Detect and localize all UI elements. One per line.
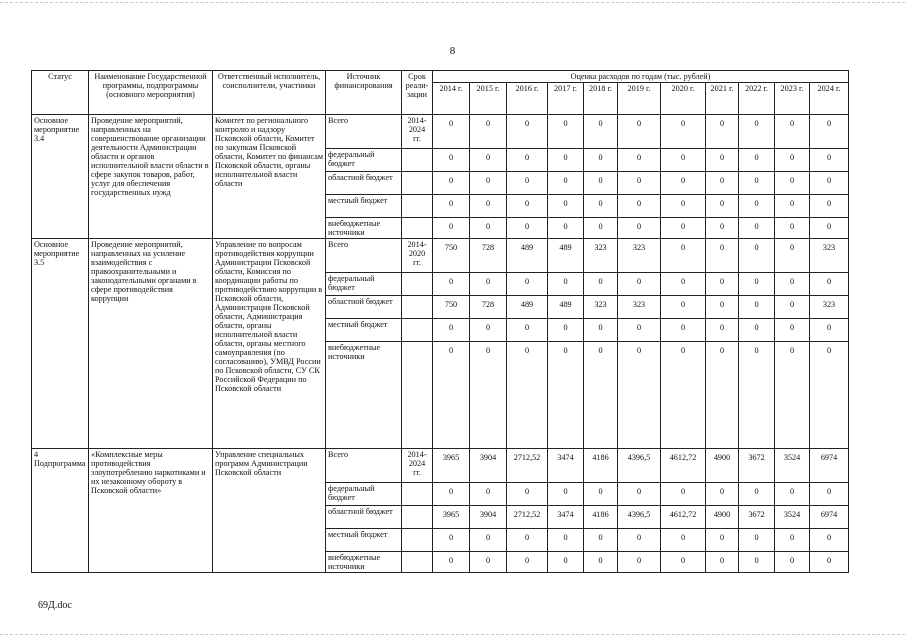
page-number: 8 — [449, 45, 456, 57]
value-cell: 0 — [433, 273, 470, 296]
table-row — [32, 449, 849, 483]
value-cell: 0 — [584, 172, 618, 195]
header-year: 2015 г. — [470, 83, 507, 115]
responsible-cell: Комитет по регионального контролю и надзору Псковской области, Комитет по закупкам Псковской области, Комитет по финансам Псковской области, органы исполнительной власти области — [213, 115, 326, 239]
value-cell: 0 — [739, 319, 775, 342]
status-cell: 4 Подпрограмма — [32, 449, 89, 573]
value-cell: 0 — [739, 483, 775, 506]
value-cell: 0 — [433, 149, 470, 172]
source-cell: Всего — [326, 449, 402, 483]
value-cell: 0 — [618, 273, 661, 296]
value-cell: 0 — [433, 552, 470, 573]
value-cell: 0 — [548, 149, 584, 172]
value-cell: 3474 — [548, 449, 584, 483]
value-cell: 0 — [810, 172, 849, 195]
value-cell: 0 — [618, 172, 661, 195]
value-cell: 0 — [810, 342, 849, 449]
value-cell: 0 — [810, 218, 849, 239]
value-cell: 0 — [739, 172, 775, 195]
value-cell: 0 — [739, 195, 775, 218]
value-cell: 728 — [470, 296, 507, 319]
value-cell: 3524 — [775, 506, 810, 529]
value-cell: 0 — [433, 218, 470, 239]
responsible-cell: Управление специальных программ Администрации Псковской области — [213, 449, 326, 573]
value-cell: 0 — [433, 319, 470, 342]
value-cell: 0 — [507, 319, 548, 342]
source-cell: местный бюджет — [326, 319, 402, 342]
value-cell: 0 — [507, 483, 548, 506]
value-cell: 0 — [775, 218, 810, 239]
value-cell: 0 — [706, 273, 739, 296]
value-cell: 0 — [548, 273, 584, 296]
value-cell: 0 — [584, 195, 618, 218]
value-cell: 0 — [810, 319, 849, 342]
name-cell: Проведение мероприятий, направленных на усиление взаимодействия с правоохранительными и законодательными органами в сфере противодействия коррупции — [89, 239, 213, 449]
value-cell: 0 — [775, 239, 810, 273]
source-cell: внебюджетные источники — [326, 552, 402, 573]
value-cell: 0 — [548, 115, 584, 149]
value-cell: 0 — [618, 529, 661, 552]
value-cell: 0 — [661, 273, 706, 296]
term-cell: 2014-2024 гг. — [402, 115, 433, 149]
value-cell: 0 — [810, 195, 849, 218]
value-cell: 489 — [507, 239, 548, 273]
term-cell: 2014-2020 гг. — [402, 239, 433, 273]
value-cell: 0 — [470, 172, 507, 195]
value-cell: 0 — [775, 149, 810, 172]
source-cell: областной бюджет — [326, 296, 402, 319]
header-year: 2016 г. — [507, 83, 548, 115]
value-cell: 3965 — [433, 449, 470, 483]
value-cell: 0 — [548, 172, 584, 195]
responsible-cell: Управление по вопросам противодействия коррупции Администрации Псковской области, Комиссия по координации работы по противодействию коррупции в Псковской области, Администрация Псковской области, Администрация области, органы исполнительной власти области, органы местного самоуправления (по согласованию), УМВД России по Псковской области, СУ СК Российской Федерации по Псковской области — [213, 239, 326, 449]
value-cell: 750 — [433, 296, 470, 319]
header-source: Источник финансирования — [326, 71, 402, 115]
term-cell — [402, 506, 433, 529]
value-cell: 489 — [507, 296, 548, 319]
value-cell: 0 — [775, 483, 810, 506]
value-cell: 0 — [775, 319, 810, 342]
term-cell — [402, 529, 433, 552]
value-cell: 3904 — [470, 506, 507, 529]
value-cell: 0 — [706, 483, 739, 506]
value-cell: 0 — [470, 195, 507, 218]
source-cell: Всего — [326, 115, 402, 149]
value-cell: 3965 — [433, 506, 470, 529]
value-cell: 0 — [739, 342, 775, 449]
value-cell: 0 — [706, 319, 739, 342]
value-cell: 0 — [548, 483, 584, 506]
value-cell: 323 — [810, 296, 849, 319]
term-cell — [402, 149, 433, 172]
value-cell: 0 — [661, 115, 706, 149]
value-cell: 3672 — [739, 449, 775, 483]
value-cell: 0 — [618, 218, 661, 239]
header-year: 2017 г. — [548, 83, 584, 115]
term-cell — [402, 296, 433, 319]
value-cell: 0 — [548, 218, 584, 239]
value-cell: 0 — [584, 342, 618, 449]
value-cell: 0 — [470, 552, 507, 573]
value-cell: 0 — [661, 172, 706, 195]
header-year: 2021 г. — [706, 83, 739, 115]
header-responsible: Ответственный исполнитель, соисполнители, участники — [213, 71, 326, 115]
table-row — [32, 239, 849, 273]
value-cell: 0 — [548, 529, 584, 552]
value-cell: 0 — [618, 483, 661, 506]
header-term: Срок реали-зации — [402, 71, 433, 115]
value-cell: 0 — [507, 529, 548, 552]
value-cell: 0 — [706, 195, 739, 218]
value-cell: 0 — [661, 529, 706, 552]
value-cell: 0 — [433, 342, 470, 449]
value-cell: 0 — [706, 218, 739, 239]
value-cell: 4612,72 — [661, 506, 706, 529]
value-cell: 0 — [618, 115, 661, 149]
value-cell: 0 — [706, 296, 739, 319]
value-cell: 0 — [470, 342, 507, 449]
source-cell: федеральный бюджет — [326, 273, 402, 296]
value-cell: 489 — [548, 239, 584, 273]
value-cell: 0 — [706, 529, 739, 552]
value-cell: 4612,72 — [661, 449, 706, 483]
value-cell: 0 — [507, 195, 548, 218]
value-cell: 0 — [433, 172, 470, 195]
value-cell: 323 — [618, 239, 661, 273]
value-cell: 0 — [810, 483, 849, 506]
value-cell: 0 — [775, 172, 810, 195]
expenses-table — [31, 70, 849, 573]
header-year: 2024 г. — [810, 83, 849, 115]
value-cell: 0 — [661, 239, 706, 273]
value-cell: 0 — [661, 195, 706, 218]
value-cell: 0 — [810, 273, 849, 296]
value-cell: 6974 — [810, 506, 849, 529]
value-cell: 0 — [584, 115, 618, 149]
header-year: 2023 г. — [775, 83, 810, 115]
source-cell: местный бюджет — [326, 529, 402, 552]
value-cell: 0 — [548, 195, 584, 218]
value-cell: 4186 — [584, 506, 618, 529]
value-cell: 0 — [470, 273, 507, 296]
value-cell: 0 — [507, 115, 548, 149]
value-cell: 0 — [470, 319, 507, 342]
header-year: 2018 г. — [584, 83, 618, 115]
value-cell: 0 — [775, 342, 810, 449]
value-cell: 0 — [706, 172, 739, 195]
value-cell: 0 — [618, 149, 661, 172]
value-cell: 0 — [618, 319, 661, 342]
header-name: Наименование Государственной программы, подпрограммы (основного мероприятия) — [89, 71, 213, 115]
value-cell: 0 — [618, 195, 661, 218]
value-cell: 0 — [507, 218, 548, 239]
value-cell: 0 — [661, 296, 706, 319]
value-cell: 0 — [470, 149, 507, 172]
scan-edge-bottom — [0, 634, 905, 635]
value-cell: 0 — [584, 529, 618, 552]
value-cell: 0 — [739, 296, 775, 319]
value-cell: 0 — [584, 273, 618, 296]
value-cell: 0 — [507, 149, 548, 172]
value-cell: 0 — [739, 239, 775, 273]
value-cell: 0 — [584, 483, 618, 506]
value-cell: 0 — [433, 483, 470, 506]
value-cell: 0 — [661, 552, 706, 573]
value-cell: 0 — [661, 342, 706, 449]
value-cell: 0 — [618, 552, 661, 573]
value-cell: 0 — [507, 273, 548, 296]
value-cell: 0 — [584, 218, 618, 239]
value-cell: 0 — [548, 319, 584, 342]
value-cell: 0 — [739, 149, 775, 172]
value-cell: 0 — [739, 218, 775, 239]
value-cell: 0 — [661, 149, 706, 172]
value-cell: 0 — [661, 218, 706, 239]
value-cell: 4900 — [706, 506, 739, 529]
header-year: 2014 г. — [433, 83, 470, 115]
source-cell: областной бюджет — [326, 172, 402, 195]
term-cell — [402, 552, 433, 573]
value-cell: 323 — [584, 296, 618, 319]
term-cell — [402, 342, 433, 449]
value-cell: 0 — [470, 115, 507, 149]
value-cell: 0 — [507, 552, 548, 573]
value-cell: 0 — [548, 552, 584, 573]
term-cell — [402, 172, 433, 195]
value-cell: 0 — [507, 172, 548, 195]
value-cell: 3524 — [775, 449, 810, 483]
source-cell: внебюджетные источники — [326, 342, 402, 449]
value-cell: 0 — [810, 149, 849, 172]
header-year: 2019 г. — [618, 83, 661, 115]
value-cell: 0 — [775, 195, 810, 218]
value-cell: 323 — [584, 239, 618, 273]
value-cell: 0 — [706, 342, 739, 449]
value-cell: 0 — [433, 195, 470, 218]
header-status: Статус — [32, 71, 89, 115]
table-row — [32, 115, 849, 149]
status-cell: Основное мероприятие 3.4 — [32, 115, 89, 239]
value-cell: 0 — [739, 552, 775, 573]
value-cell: 0 — [706, 552, 739, 573]
name-cell: «Комплексные меры противодействия злоупотреблению наркотиками и их незаконному обороту в Псковской области» — [89, 449, 213, 573]
value-cell: 3474 — [548, 506, 584, 529]
value-cell: 2712,52 — [507, 506, 548, 529]
value-cell: 0 — [584, 149, 618, 172]
value-cell: 0 — [470, 483, 507, 506]
term-cell: 2014-2024 гг. — [402, 449, 433, 483]
value-cell: 0 — [433, 529, 470, 552]
source-cell: федеральный бюджет — [326, 483, 402, 506]
term-cell — [402, 319, 433, 342]
value-cell: 3672 — [739, 506, 775, 529]
value-cell: 3904 — [470, 449, 507, 483]
value-cell: 0 — [584, 552, 618, 573]
status-cell: Основное мероприятие 3.5 — [32, 239, 89, 449]
value-cell: 2712,52 — [507, 449, 548, 483]
value-cell: 0 — [810, 552, 849, 573]
value-cell: 0 — [775, 552, 810, 573]
value-cell: 0 — [470, 529, 507, 552]
source-cell: Всего — [326, 239, 402, 273]
value-cell: 0 — [661, 483, 706, 506]
footer-filename: 69Д.doc — [38, 600, 72, 611]
value-cell: 728 — [470, 239, 507, 273]
value-cell: 4396,5 — [618, 506, 661, 529]
value-cell: 4396,5 — [618, 449, 661, 483]
value-cell: 0 — [706, 115, 739, 149]
value-cell: 0 — [706, 149, 739, 172]
term-cell — [402, 218, 433, 239]
value-cell: 0 — [810, 529, 849, 552]
term-cell — [402, 195, 433, 218]
name-cell: Проведение мероприятий, направленных на совершенствование организации деятельности Администрации области и органов исполнительной власти области в сфере закупок товаров, работ, услуг для обеспечения государственных нужд — [89, 115, 213, 239]
value-cell: 750 — [433, 239, 470, 273]
value-cell: 0 — [470, 218, 507, 239]
value-cell: 0 — [661, 319, 706, 342]
source-cell: внебюджетные источники — [326, 218, 402, 239]
value-cell: 6974 — [810, 449, 849, 483]
value-cell: 0 — [775, 529, 810, 552]
term-cell — [402, 273, 433, 296]
source-cell: местный бюджет — [326, 195, 402, 218]
value-cell: 0 — [739, 273, 775, 296]
value-cell: 0 — [584, 319, 618, 342]
value-cell: 0 — [775, 296, 810, 319]
value-cell: 0 — [706, 239, 739, 273]
source-cell: федеральный бюджет — [326, 149, 402, 172]
value-cell: 0 — [810, 115, 849, 149]
term-cell — [402, 483, 433, 506]
scan-edge-top — [0, 2, 905, 3]
value-cell: 0 — [739, 115, 775, 149]
value-cell: 0 — [548, 342, 584, 449]
source-cell: областной бюджет — [326, 506, 402, 529]
header-year: 2020 г. — [661, 83, 706, 115]
value-cell: 4900 — [706, 449, 739, 483]
value-cell: 0 — [507, 342, 548, 449]
value-cell: 489 — [548, 296, 584, 319]
value-cell: 0 — [618, 342, 661, 449]
value-cell: 0 — [739, 529, 775, 552]
value-cell: 0 — [775, 273, 810, 296]
header-year: 2022 г. — [739, 83, 775, 115]
header-estimate: Оценка расходов по годам (тыс. рублей) — [433, 71, 849, 83]
value-cell: 4186 — [584, 449, 618, 483]
value-cell: 0 — [775, 115, 810, 149]
value-cell: 0 — [433, 115, 470, 149]
value-cell: 323 — [810, 239, 849, 273]
value-cell: 323 — [618, 296, 661, 319]
